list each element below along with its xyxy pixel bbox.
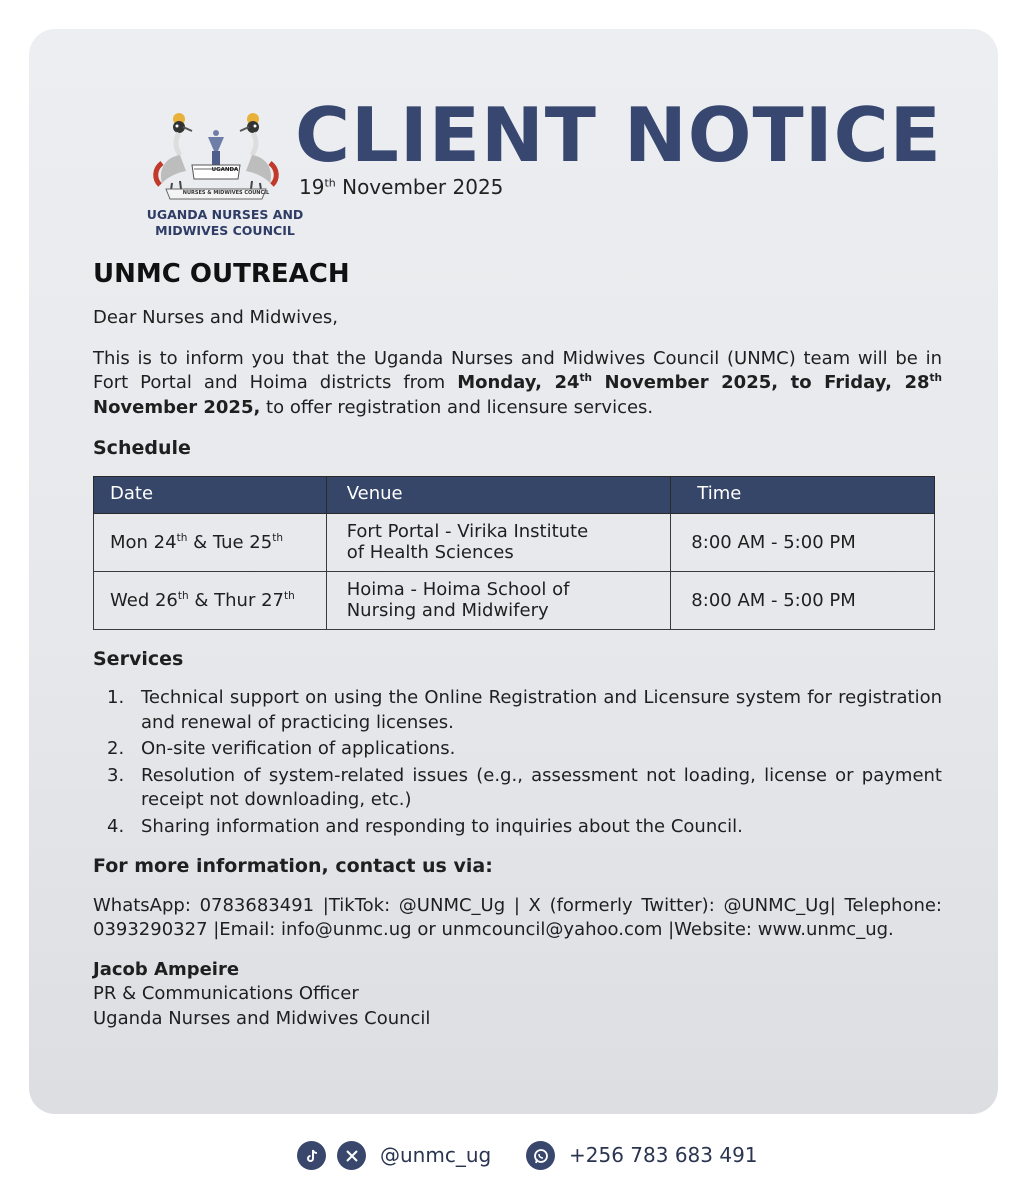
schedule-table bbox=[93, 476, 935, 630]
schedule-date-cell: Mon 24th & Tue 25th bbox=[94, 513, 327, 571]
greeting: Dear Nurses and Midwives, bbox=[93, 307, 339, 328]
schedule-venue-cell: Fort Portal - Virika Institute of Health Sciences bbox=[326, 513, 671, 571]
schedule-heading: Schedule bbox=[93, 437, 191, 459]
logo-banner-text: NURSES & MIDWIVES COUNCIL bbox=[182, 190, 270, 196]
signatory-name: Jacob Ampeire bbox=[93, 958, 240, 980]
council-logo bbox=[124, 107, 304, 242]
signatory-role: PR & Communications Officer bbox=[93, 983, 359, 1004]
contact-heading: For more information, contact us via: bbox=[93, 855, 493, 877]
signature-block bbox=[93, 958, 942, 1032]
schedule-date-cell: Wed 26th & Thur 27th bbox=[94, 571, 327, 629]
schedule-time-cell: 8:00 AM - 5:00 PM bbox=[671, 513, 935, 571]
outreach-heading: UNMC OUTREACH bbox=[93, 259, 350, 289]
x-icon[interactable] bbox=[337, 1141, 366, 1170]
column-header-time: Time bbox=[671, 476, 935, 513]
whatsapp-icon[interactable] bbox=[526, 1141, 555, 1170]
notice-title: CLIENT NOTICE bbox=[295, 91, 942, 179]
table-row bbox=[94, 571, 935, 629]
footer-phone[interactable]: +256 783 683 491 bbox=[569, 1143, 758, 1167]
contact-details: WhatsApp: 0783683491 |TikTok: @UNMC_Ug | X (formerly Twitter): @UNMC_Ug| Telephone: 0393290327 |Email: info@unmc.ug or unmcouncil@yahoo.com |Website: www.unmc_ug. bbox=[93, 894, 942, 940]
schedule-time-cell: 8:00 AM - 5:00 PM bbox=[671, 571, 935, 629]
services-heading: Services bbox=[93, 647, 184, 670]
social-handle[interactable]: @unmc_ug bbox=[380, 1143, 492, 1167]
org-name-line2: MIDWIVES COUNCIL bbox=[155, 223, 295, 238]
notice-body bbox=[93, 258, 942, 1031]
schedule-header-row bbox=[94, 476, 935, 513]
logo-top-text: UGANDA bbox=[211, 167, 239, 173]
list-item: 3. Resolution of system-related issues (e.g., assessment not loading, license or payment receipt not downloading, etc.) bbox=[107, 764, 942, 810]
org-name bbox=[124, 207, 326, 239]
intro-paragraph: This is to inform you that the Uganda Nurses and Midwives Council (UNMC) team will be in Fort Portal and Hoima districts from Monday, 24th November 2025, to Friday, 28th November 2025, to offer registration and licensure services. bbox=[93, 347, 942, 418]
list-item: 4. Sharing information and responding to inquiries about the Council. bbox=[107, 815, 743, 837]
list-item: 1. Technical support on using the Online Registration and Licensure system for registration and renewal of practicing licenses. bbox=[107, 687, 942, 733]
org-name-line1: UGANDA NURSES AND bbox=[146, 207, 304, 222]
notice-date: 19th November 2025 bbox=[299, 175, 504, 199]
schedule-venue-cell: Hoima - Hoima School of Nursing and Midwifery bbox=[326, 571, 671, 629]
services-list bbox=[93, 686, 942, 839]
table-row bbox=[94, 513, 935, 571]
column-header-venue: Venue bbox=[326, 476, 671, 513]
footer-social bbox=[297, 1141, 817, 1171]
signatory-org: Uganda Nurses and Midwives Council bbox=[93, 1007, 431, 1029]
tiktok-icon[interactable] bbox=[297, 1141, 326, 1170]
list-item: 2. On-site verification of applications. bbox=[107, 738, 456, 759]
column-header-date: Date bbox=[94, 476, 327, 513]
